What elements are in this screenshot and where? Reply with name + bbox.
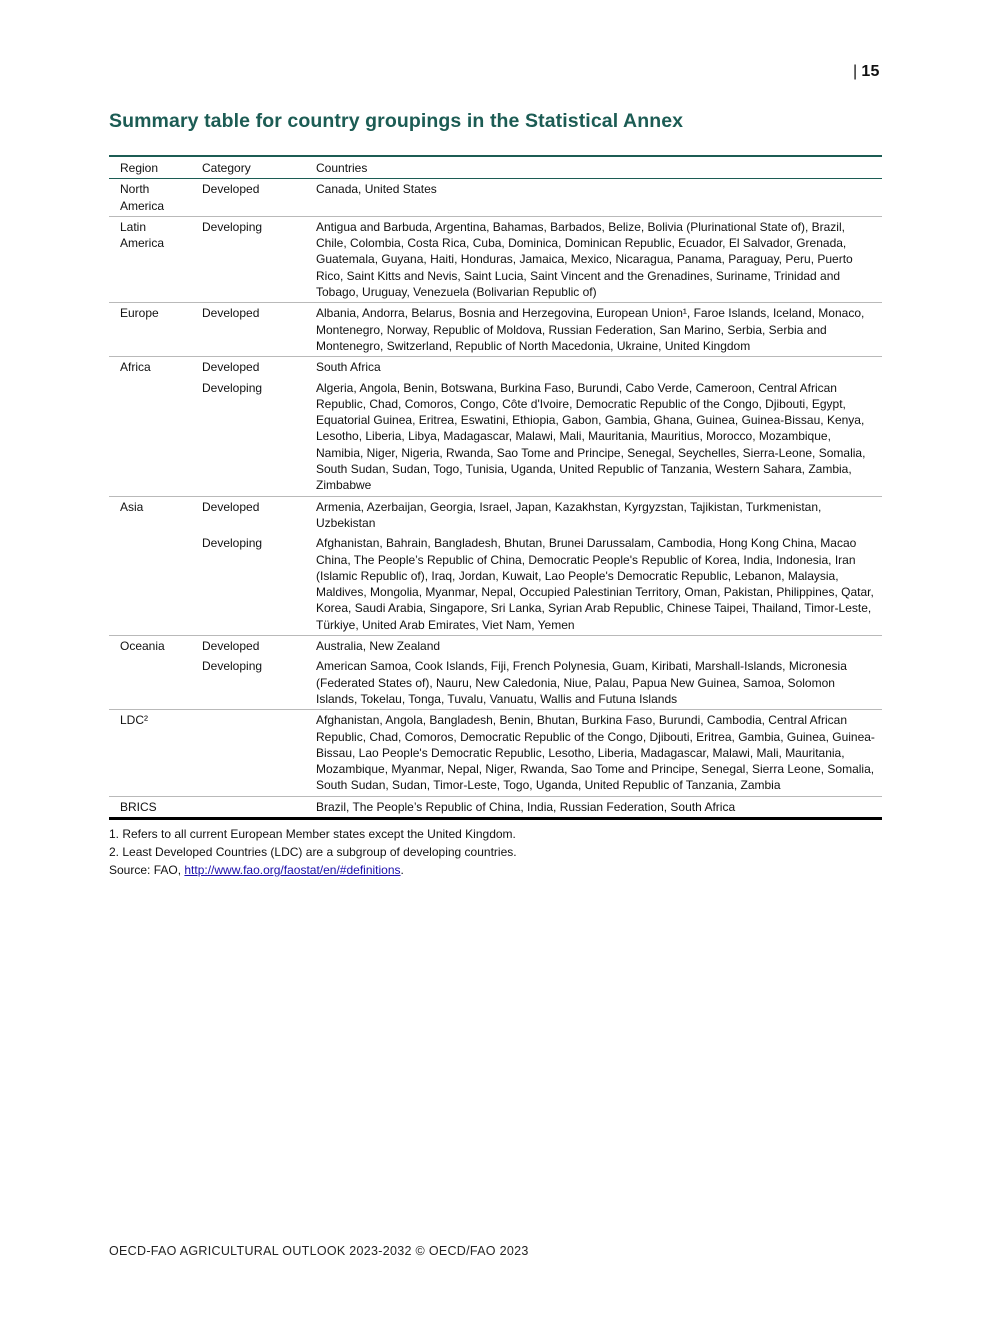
source-line [109, 861, 517, 879]
category-cell [192, 799, 316, 815]
countries-cell: Afghanistan, Angola, Bangladesh, Benin, Bhutan, Burkina Faso, Burundi, Cambodia, Central African Republic, Chad, Comoros, Democratic Republic of the Congo, Djibouti, Eritrea, Gambia, Guinea, Guinea-Bissau, Lao People's Democratic Republic, Lesotho, Liberia, Madagascar, Malawi, Mali, Mauritania, Mozambique, Myanmar, Nepal, Niger, Rwanda, Sao Tome and Principe, Senegal, Sierra Leone, Somalia, South Sudan, Sudan, Timor-Leste, Togo, Uganda, United Republic of Tanzania, Zambia [316, 713, 875, 793]
region-entries [192, 305, 882, 354]
country-groupings-table [109, 155, 882, 820]
table-row [109, 302, 882, 356]
countries-cell: South Africa [316, 360, 381, 375]
footnote-1: 1. Refers to all current European Member states except the United Kingdom. [109, 827, 516, 841]
page-number-value: 15 [861, 63, 880, 80]
countries-cell: American Samoa, Cook Islands, Fiji, French Polynesia, Guam, Kiribati, Marshall-Islands, Micronesia (Federated States of), Nauru, New Caledonia, Niue, Palau, Papua New Guinea, Samoa, Solomon Islands, Tokelau, Tonga, Tuvalu, Vanuatu, Wallis and Futuna Islands [316, 659, 847, 706]
category-cell: Developed [202, 182, 260, 197]
countries-cell: Brazil, The People’s Republic of China, India, Russian Federation, South Africa [316, 799, 736, 814]
category-entry [192, 380, 882, 494]
region-cell: LDC² [120, 713, 149, 728]
source-suffix: . [400, 863, 404, 877]
footnotes [109, 825, 517, 879]
category-cell [192, 712, 316, 793]
category-entry [192, 658, 882, 707]
region-cell: BRICS [120, 799, 157, 814]
countries-cell: Armenia, Azerbaijan, Georgia, Israel, Japan, Kazakhstan, Kyrgyzstan, Tajikistan, Turkmenistan, Uzbekistan [316, 499, 822, 530]
countries-cell: Antigua and Barbuda, Argentina, Bahamas, Barbados, Belize, Bolivia (Plurinational State of), Brazil, Chile, Colombia, Costa Rica, Cuba, Dominica, Dominican Republic, Ecuador, El Salvador, Grenada, Guatemala, Guyana, Haiti, Honduras, Jamaica, Mexico, Nicaragua, Panama, Paraguay, Peru, Puerto Rico, Saint Kitts and Nevis, Saint Lucia, Saint Vincent and the Grenadines, Suriname, Trinidad and Tobago, Uruguay, Venezuela (Bolivarian Republic of) [316, 219, 853, 300]
category-entry [192, 499, 882, 532]
source-prefix: Source: FAO, [109, 863, 185, 877]
category-entry [192, 181, 882, 197]
category-cell: Developed [202, 499, 260, 514]
page-number [853, 63, 880, 81]
category-entry [192, 712, 882, 793]
region-entries [192, 499, 882, 633]
region-cell: Africa [120, 360, 151, 375]
category-cell: Developing [202, 659, 263, 674]
category-cell: Developing [202, 536, 263, 551]
countries-cell: Afghanistan, Bahrain, Bangladesh, Bhutan, Brunei Darussalam, Cambodia, Hong Kong China, Macao China, The People’s Republic of China, Democratic People's Republic of Korea, India, Indonesia, Iran (Islamic Republic of), Iraq, Jordan, Kuwait, Lao People's Democratic Republic, Lebanon, Malaysia, Maldives, Mongolia, Myanmar, Nepal, Occupied Palestinian Territory, Oman, Pakistan, Philippines, Qatar, Korea, Saudi Arabia, Singapore, Sri Lanka, Syrian Arab Republic, Chinese Taipei, Thailand, Timor-Leste, Türkiye, United Arab Emirates, Viet Nam, Yemen [316, 536, 874, 632]
table-header-row [109, 157, 882, 179]
table-row [109, 635, 882, 709]
page-title: Summary table for country groupings in the Statistical Annex [109, 110, 684, 132]
region-entries [192, 181, 882, 214]
category-cell: Developed [202, 639, 260, 654]
region-entries [192, 359, 882, 493]
region-cell: Latin America [120, 219, 165, 251]
table-row [109, 709, 882, 795]
countries-cell: Albania, Andorra, Belarus, Bosnia and Herzegovina, European Union¹, Faroe Islands, Iceland, Monaco, Montenegro, Norway, Republic of Moldova, Russian Federation, San Marino, Serbia, Serbia and Montenegro, Switzerland, Republic of North Macedonia, Ukraine, United Kingdom [316, 306, 865, 353]
category-cell: Developed [202, 306, 260, 321]
region-entries [192, 712, 882, 793]
table-row [109, 496, 882, 635]
countries-cell: Australia, New Zealand [316, 639, 441, 654]
region-entries [192, 638, 882, 707]
category-entry [192, 799, 882, 815]
page-number-separator: | [853, 63, 858, 80]
category-entry [192, 359, 882, 375]
region-entries [192, 799, 882, 815]
table-row [109, 216, 882, 302]
table-row [109, 356, 882, 495]
countries-cell: Algeria, Angola, Benin, Botswana, Burkina Faso, Burundi, Cabo Verde, Cameroon, Central African Republic, Chad, Comoros, Congo, Côte d'Ivoire, Democratic Republic of the Congo, Djibouti, Egypt, Equatorial Guinea, Eritrea, Eswatini, Ethiopia, Gabon, Gambia, Ghana, Guinea, Guinea-Bissau, Kenya, Lesotho, Liberia, Libya, Madagascar, Malawi, Mali, Mauritania, Mauritius, Morocco, Mozambique, Namibia, Niger, Nigeria, Rwanda, Sao Tome and Principe, Senegal, Seychelles, Sierra-Leone, Somalia, South Sudan, Sudan, Togo, Tunisia, Uganda, United Republic of Tanzania, Western Sahara, Zambia, Zimbabwe [316, 380, 866, 493]
region-cell: Asia [120, 499, 144, 514]
countries-cell: Canada, United States [316, 182, 437, 197]
region-cell: North America [120, 182, 165, 213]
category-entry [192, 638, 882, 654]
category-cell: Developing [202, 380, 263, 395]
header-category: Category [202, 161, 251, 175]
header-region: Region [120, 161, 159, 175]
category-entry [192, 535, 882, 633]
footnote-2: 2. Least Developed Countries (LDC) are a subgroup of developing countries. [109, 845, 517, 859]
region-cell: Oceania [120, 639, 165, 654]
source-link[interactable]: http://www.fao.org/faostat/en/#definitions [184, 863, 401, 877]
region-entries [192, 219, 882, 300]
region-cell: Europe [120, 306, 159, 321]
category-cell: Developed [202, 360, 260, 375]
table-row [109, 796, 882, 817]
category-entry [192, 305, 882, 354]
page-footer: OECD-FAO AGRICULTURAL OUTLOOK 2023-2032 © OECD/FAO 2023 [109, 1244, 529, 1258]
category-cell: Developing [202, 219, 263, 234]
table-row [109, 179, 882, 216]
header-countries: Countries [316, 161, 368, 175]
category-entry [192, 219, 882, 300]
